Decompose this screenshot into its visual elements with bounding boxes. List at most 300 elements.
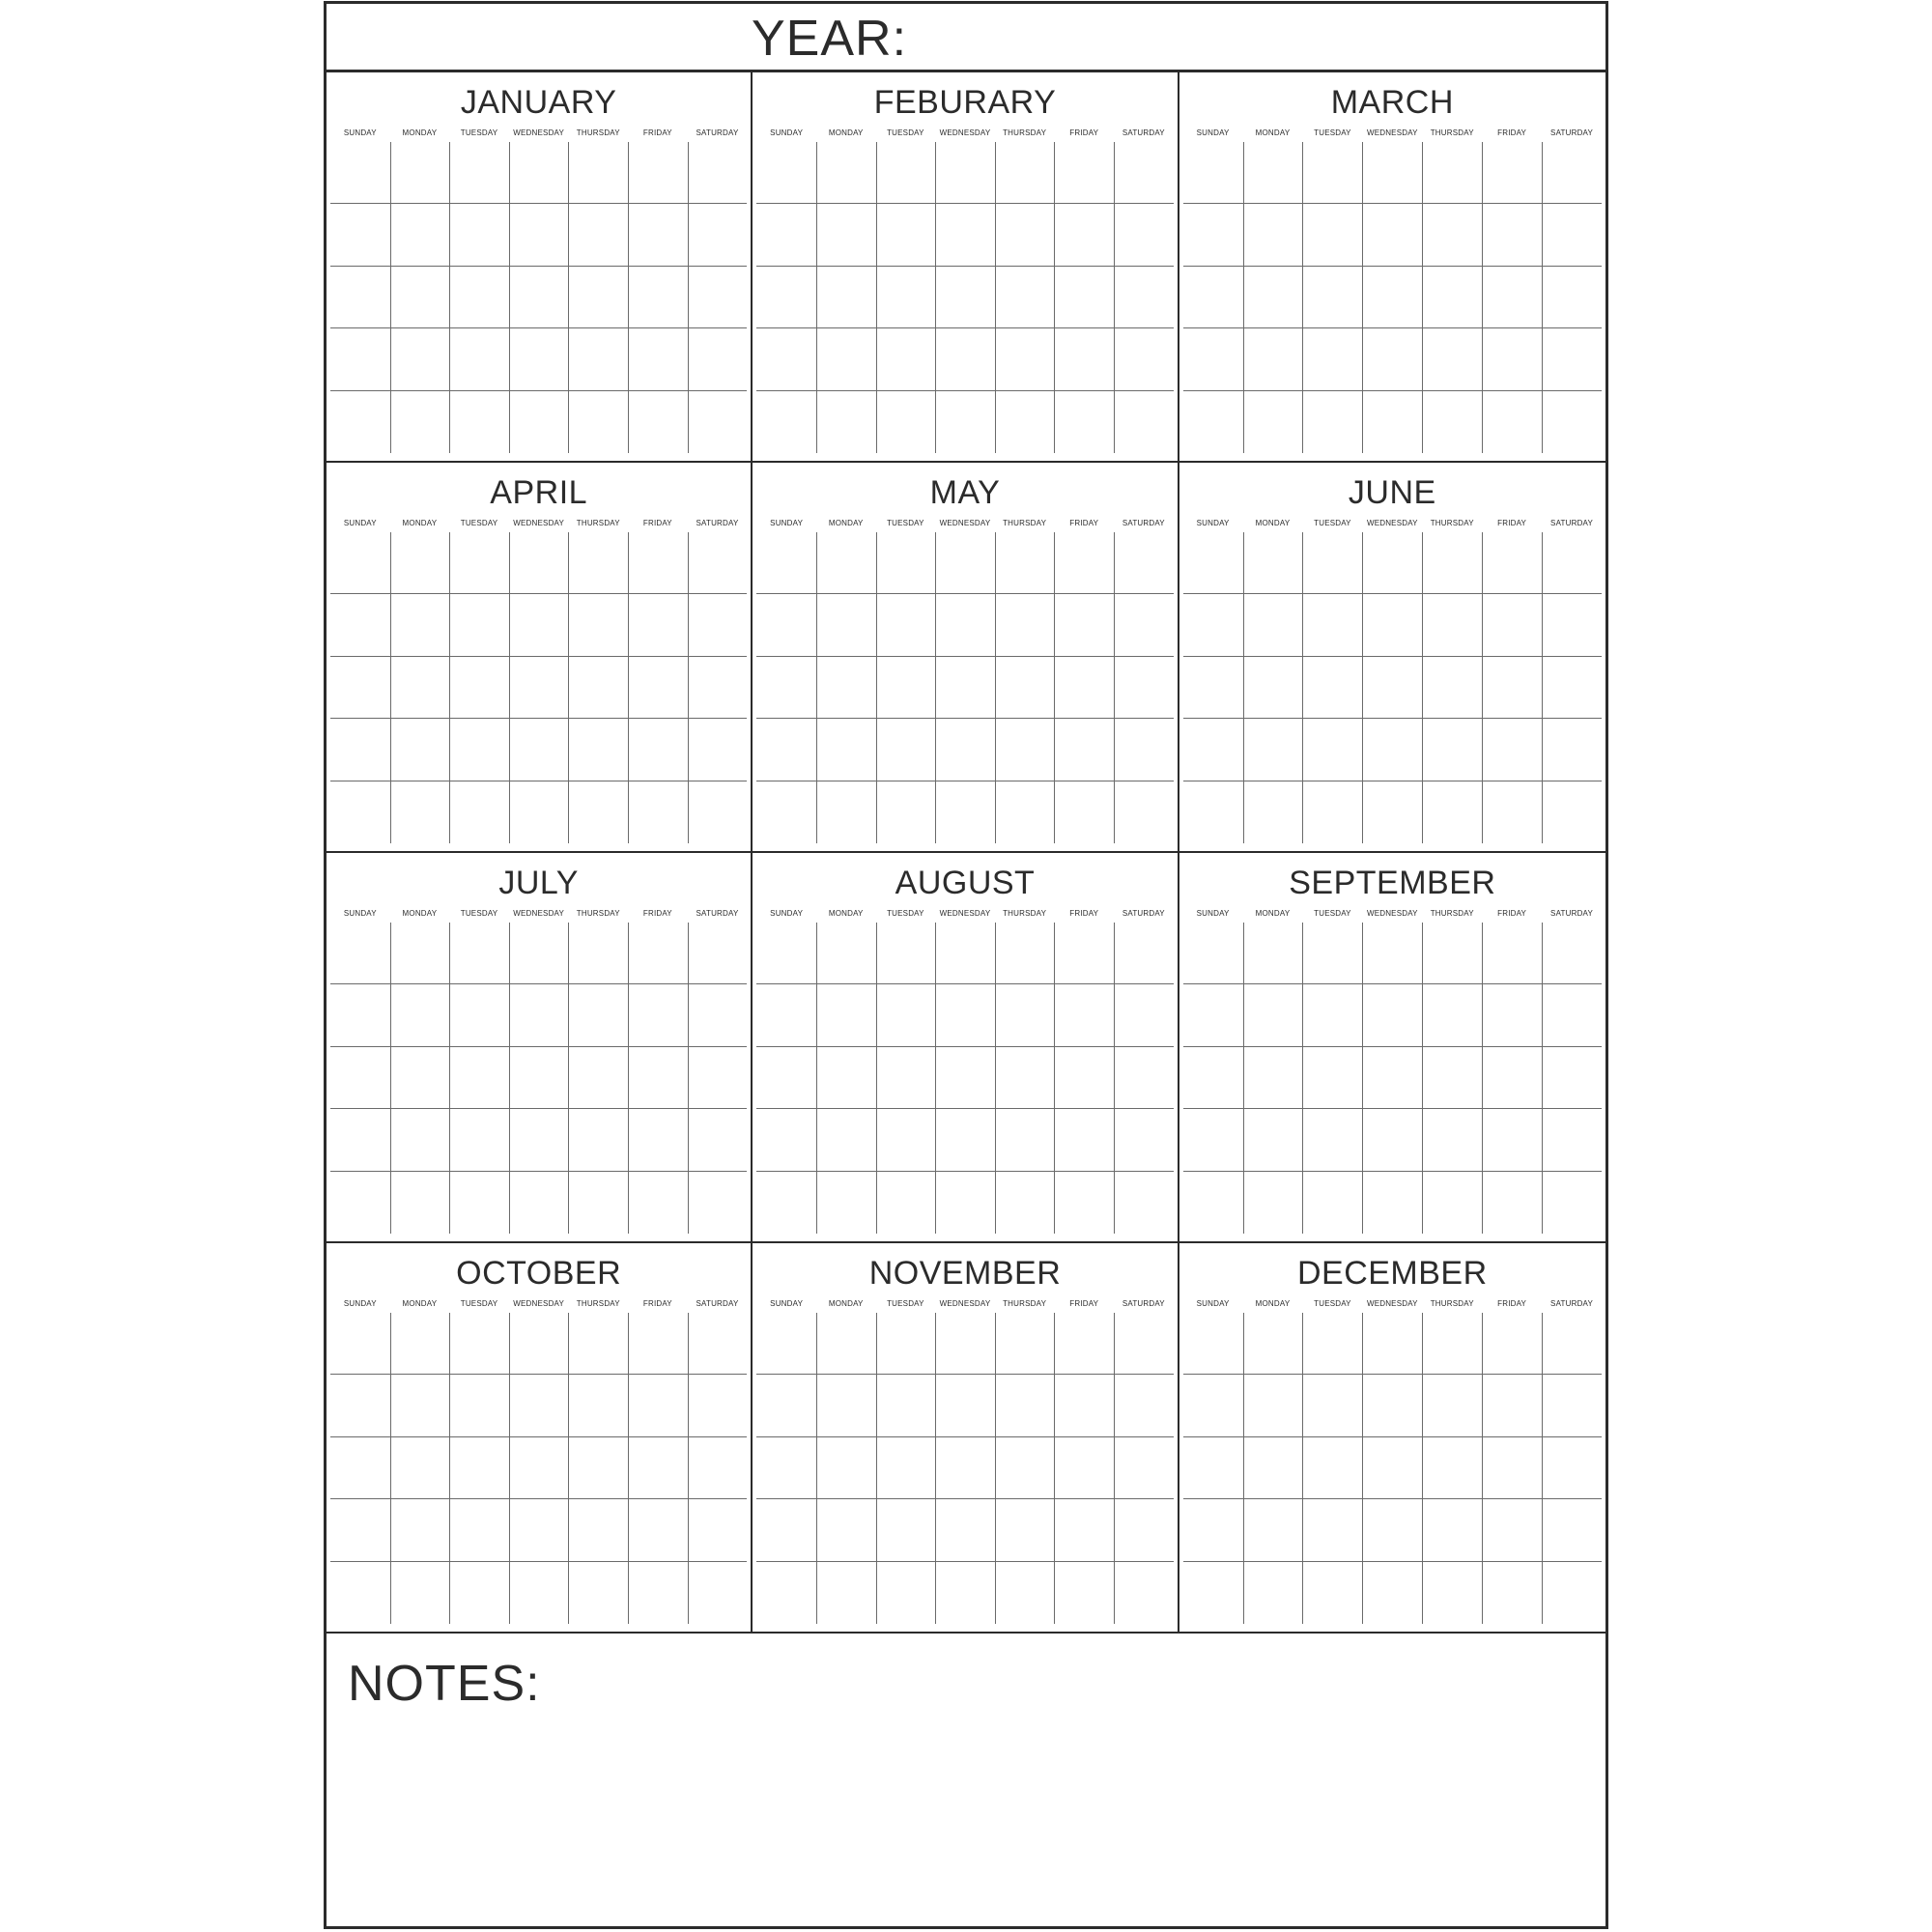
day-cell[interactable] [1302, 1047, 1362, 1109]
day-cell[interactable] [1243, 1172, 1303, 1234]
day-cell[interactable] [1362, 657, 1422, 719]
day-cell[interactable] [995, 328, 1055, 390]
day-cell[interactable] [688, 1172, 748, 1234]
day-cell[interactable] [628, 1109, 688, 1171]
day-cell[interactable] [1302, 1109, 1362, 1171]
day-cell[interactable] [995, 1313, 1055, 1375]
day-cell[interactable] [1362, 204, 1422, 266]
day-cell[interactable] [816, 1437, 876, 1499]
day-cell[interactable] [449, 657, 509, 719]
day-cell[interactable] [1362, 984, 1422, 1046]
day-cell[interactable] [935, 204, 995, 266]
day-cell[interactable] [1542, 142, 1602, 204]
day-cell[interactable] [1114, 1047, 1174, 1109]
day-cell[interactable] [688, 984, 748, 1046]
day-cell[interactable] [816, 391, 876, 453]
day-cell[interactable] [330, 1375, 390, 1436]
day-cell[interactable] [390, 781, 450, 843]
day-cell[interactable] [1114, 923, 1174, 984]
day-cell[interactable] [449, 204, 509, 266]
day-cell[interactable] [876, 1499, 936, 1561]
day-cell[interactable] [1183, 391, 1243, 453]
day-cell[interactable] [1482, 1109, 1542, 1171]
day-cell[interactable] [628, 984, 688, 1046]
day-cell[interactable] [688, 1313, 748, 1375]
day-cell[interactable] [935, 594, 995, 656]
day-cell[interactable] [1054, 1437, 1114, 1499]
day-cell[interactable] [509, 391, 569, 453]
day-cell[interactable] [995, 719, 1055, 781]
day-cell[interactable] [816, 984, 876, 1046]
day-cell[interactable] [1054, 1375, 1114, 1436]
day-cell[interactable] [1243, 1109, 1303, 1171]
day-cell[interactable] [1302, 391, 1362, 453]
day-cell[interactable] [330, 719, 390, 781]
day-cell[interactable] [1114, 1172, 1174, 1234]
day-cell[interactable] [1243, 328, 1303, 390]
day-cell[interactable] [628, 1499, 688, 1561]
day-cell[interactable] [509, 1172, 569, 1234]
day-cell[interactable] [1542, 532, 1602, 594]
day-cell[interactable] [1114, 1499, 1174, 1561]
day-cell[interactable] [688, 1047, 748, 1109]
day-cell[interactable] [1183, 532, 1243, 594]
day-cell[interactable] [756, 1109, 816, 1171]
day-cell[interactable] [816, 267, 876, 328]
day-cell[interactable] [628, 204, 688, 266]
day-cell[interactable] [568, 204, 628, 266]
day-cell[interactable] [449, 719, 509, 781]
day-cell[interactable] [1302, 328, 1362, 390]
day-cell[interactable] [568, 1109, 628, 1171]
day-cell[interactable] [390, 1375, 450, 1436]
day-cell[interactable] [1183, 1047, 1243, 1109]
day-cell[interactable] [688, 923, 748, 984]
day-cell[interactable] [1422, 1313, 1482, 1375]
day-cell[interactable] [568, 1499, 628, 1561]
day-cell[interactable] [1422, 142, 1482, 204]
day-cell[interactable] [1542, 1562, 1602, 1624]
day-cell[interactable] [1243, 781, 1303, 843]
day-cell[interactable] [330, 142, 390, 204]
day-cell[interactable] [1183, 1499, 1243, 1561]
day-cell[interactable] [1114, 781, 1174, 843]
day-cell[interactable] [390, 532, 450, 594]
day-cell[interactable] [935, 1437, 995, 1499]
day-cell[interactable] [449, 1375, 509, 1436]
day-cell[interactable] [1542, 328, 1602, 390]
day-cell[interactable] [1482, 781, 1542, 843]
day-cell[interactable] [816, 1499, 876, 1561]
day-cell[interactable] [1183, 1437, 1243, 1499]
day-cell[interactable] [330, 781, 390, 843]
day-cell[interactable] [390, 984, 450, 1046]
day-cell[interactable] [1054, 1047, 1114, 1109]
day-cell[interactable] [1243, 1313, 1303, 1375]
day-cell[interactable] [995, 142, 1055, 204]
day-cell[interactable] [876, 142, 936, 204]
day-cell[interactable] [1054, 1499, 1114, 1561]
day-cell[interactable] [330, 984, 390, 1046]
day-cell[interactable] [1114, 1437, 1174, 1499]
day-cell[interactable] [628, 532, 688, 594]
day-cell[interactable] [1054, 1172, 1114, 1234]
day-cell[interactable] [1362, 1499, 1422, 1561]
day-cell[interactable] [390, 391, 450, 453]
day-cell[interactable] [449, 391, 509, 453]
day-cell[interactable] [756, 1375, 816, 1436]
day-cell[interactable] [330, 923, 390, 984]
day-cell[interactable] [509, 984, 569, 1046]
day-cell[interactable] [1243, 1499, 1303, 1561]
day-cell[interactable] [509, 719, 569, 781]
day-cell[interactable] [1114, 532, 1174, 594]
day-cell[interactable] [568, 1437, 628, 1499]
day-cell[interactable] [688, 1562, 748, 1624]
day-cell[interactable] [390, 923, 450, 984]
day-cell[interactable] [1114, 984, 1174, 1046]
day-cell[interactable] [1482, 532, 1542, 594]
day-cell[interactable] [390, 267, 450, 328]
day-cell[interactable] [816, 923, 876, 984]
day-cell[interactable] [935, 142, 995, 204]
day-cell[interactable] [568, 142, 628, 204]
day-cell[interactable] [330, 1047, 390, 1109]
day-cell[interactable] [995, 532, 1055, 594]
day-cell[interactable] [1362, 1375, 1422, 1436]
day-cell[interactable] [1243, 532, 1303, 594]
day-cell[interactable] [1422, 1109, 1482, 1171]
day-cell[interactable] [449, 1047, 509, 1109]
day-cell[interactable] [1542, 1499, 1602, 1561]
day-cell[interactable] [390, 1172, 450, 1234]
day-cell[interactable] [1302, 657, 1362, 719]
day-cell[interactable] [1114, 1375, 1174, 1436]
day-cell[interactable] [935, 267, 995, 328]
day-cell[interactable] [876, 1109, 936, 1171]
day-cell[interactable] [1482, 719, 1542, 781]
day-cell[interactable] [1243, 923, 1303, 984]
day-cell[interactable] [995, 923, 1055, 984]
day-cell[interactable] [330, 1499, 390, 1561]
day-cell[interactable] [390, 328, 450, 390]
day-cell[interactable] [995, 594, 1055, 656]
day-cell[interactable] [756, 719, 816, 781]
day-cell[interactable] [876, 594, 936, 656]
day-cell[interactable] [1302, 781, 1362, 843]
day-cell[interactable] [449, 142, 509, 204]
day-cell[interactable] [449, 1562, 509, 1624]
day-cell[interactable] [935, 532, 995, 594]
day-cell[interactable] [1422, 923, 1482, 984]
day-cell[interactable] [1183, 267, 1243, 328]
day-cell[interactable] [1114, 1313, 1174, 1375]
day-cell[interactable] [935, 1313, 995, 1375]
day-cell[interactable] [1422, 657, 1482, 719]
day-cell[interactable] [876, 391, 936, 453]
day-cell[interactable] [935, 719, 995, 781]
day-cell[interactable] [1362, 328, 1422, 390]
day-cell[interactable] [935, 1047, 995, 1109]
day-cell[interactable] [628, 657, 688, 719]
day-cell[interactable] [1422, 204, 1482, 266]
day-cell[interactable] [568, 1562, 628, 1624]
day-cell[interactable] [1054, 1109, 1114, 1171]
day-cell[interactable] [1183, 657, 1243, 719]
day-cell[interactable] [1422, 328, 1482, 390]
day-cell[interactable] [1362, 719, 1422, 781]
day-cell[interactable] [995, 984, 1055, 1046]
day-cell[interactable] [568, 923, 628, 984]
day-cell[interactable] [1243, 391, 1303, 453]
day-cell[interactable] [876, 1562, 936, 1624]
day-cell[interactable] [1542, 1109, 1602, 1171]
day-cell[interactable] [628, 328, 688, 390]
day-cell[interactable] [628, 1313, 688, 1375]
day-cell[interactable] [688, 1109, 748, 1171]
day-cell[interactable] [876, 328, 936, 390]
day-cell[interactable] [628, 1375, 688, 1436]
day-cell[interactable] [1362, 923, 1422, 984]
day-cell[interactable] [1183, 204, 1243, 266]
day-cell[interactable] [509, 1437, 569, 1499]
day-cell[interactable] [449, 594, 509, 656]
day-cell[interactable] [390, 1047, 450, 1109]
day-cell[interactable] [1422, 267, 1482, 328]
day-cell[interactable] [688, 594, 748, 656]
day-cell[interactable] [1482, 1172, 1542, 1234]
day-cell[interactable] [935, 1499, 995, 1561]
day-cell[interactable] [756, 657, 816, 719]
day-cell[interactable] [935, 984, 995, 1046]
day-cell[interactable] [876, 1375, 936, 1436]
day-cell[interactable] [1054, 1313, 1114, 1375]
day-cell[interactable] [568, 781, 628, 843]
day-cell[interactable] [628, 391, 688, 453]
day-cell[interactable] [1482, 1313, 1542, 1375]
day-cell[interactable] [1302, 1313, 1362, 1375]
day-cell[interactable] [1542, 719, 1602, 781]
day-cell[interactable] [628, 923, 688, 984]
day-cell[interactable] [876, 1047, 936, 1109]
day-cell[interactable] [816, 594, 876, 656]
day-cell[interactable] [1114, 657, 1174, 719]
day-cell[interactable] [390, 594, 450, 656]
day-cell[interactable] [688, 781, 748, 843]
day-cell[interactable] [568, 1313, 628, 1375]
day-cell[interactable] [688, 657, 748, 719]
day-cell[interactable] [390, 142, 450, 204]
day-cell[interactable] [995, 391, 1055, 453]
day-cell[interactable] [688, 1499, 748, 1561]
day-cell[interactable] [1482, 594, 1542, 656]
day-cell[interactable] [628, 142, 688, 204]
day-cell[interactable] [756, 984, 816, 1046]
day-cell[interactable] [449, 1172, 509, 1234]
day-cell[interactable] [390, 657, 450, 719]
day-cell[interactable] [1243, 657, 1303, 719]
day-cell[interactable] [1542, 267, 1602, 328]
day-cell[interactable] [1114, 1562, 1174, 1624]
day-cell[interactable] [1243, 204, 1303, 266]
day-cell[interactable] [568, 328, 628, 390]
day-cell[interactable] [688, 391, 748, 453]
day-cell[interactable] [330, 328, 390, 390]
day-cell[interactable] [876, 781, 936, 843]
day-cell[interactable] [1243, 1562, 1303, 1624]
day-cell[interactable] [1422, 1375, 1482, 1436]
day-cell[interactable] [816, 532, 876, 594]
day-cell[interactable] [1422, 594, 1482, 656]
day-cell[interactable] [1422, 1562, 1482, 1624]
day-cell[interactable] [1183, 781, 1243, 843]
day-cell[interactable] [1482, 391, 1542, 453]
day-cell[interactable] [568, 1047, 628, 1109]
day-cell[interactable] [995, 1437, 1055, 1499]
day-cell[interactable] [509, 594, 569, 656]
day-cell[interactable] [688, 719, 748, 781]
day-cell[interactable] [688, 204, 748, 266]
day-cell[interactable] [876, 532, 936, 594]
day-cell[interactable] [509, 328, 569, 390]
day-cell[interactable] [688, 1375, 748, 1436]
day-cell[interactable] [1054, 142, 1114, 204]
day-cell[interactable] [995, 1499, 1055, 1561]
day-cell[interactable] [995, 781, 1055, 843]
day-cell[interactable] [756, 532, 816, 594]
day-cell[interactable] [1302, 594, 1362, 656]
day-cell[interactable] [628, 1562, 688, 1624]
day-cell[interactable] [330, 391, 390, 453]
day-cell[interactable] [816, 1172, 876, 1234]
day-cell[interactable] [756, 142, 816, 204]
day-cell[interactable] [1422, 1499, 1482, 1561]
day-cell[interactable] [1183, 1375, 1243, 1436]
day-cell[interactable] [688, 328, 748, 390]
day-cell[interactable] [816, 781, 876, 843]
day-cell[interactable] [1243, 984, 1303, 1046]
day-cell[interactable] [935, 923, 995, 984]
day-cell[interactable] [1302, 142, 1362, 204]
day-cell[interactable] [1054, 781, 1114, 843]
day-cell[interactable] [688, 532, 748, 594]
day-cell[interactable] [756, 267, 816, 328]
day-cell[interactable] [1243, 594, 1303, 656]
day-cell[interactable] [1302, 532, 1362, 594]
day-cell[interactable] [1183, 1562, 1243, 1624]
day-cell[interactable] [1362, 391, 1422, 453]
day-cell[interactable] [568, 657, 628, 719]
day-cell[interactable] [816, 657, 876, 719]
day-cell[interactable] [330, 1562, 390, 1624]
day-cell[interactable] [1302, 1499, 1362, 1561]
day-cell[interactable] [1302, 1437, 1362, 1499]
day-cell[interactable] [1054, 532, 1114, 594]
day-cell[interactable] [509, 532, 569, 594]
day-cell[interactable] [1243, 1437, 1303, 1499]
day-cell[interactable] [1422, 984, 1482, 1046]
day-cell[interactable] [390, 719, 450, 781]
day-cell[interactable] [1482, 923, 1542, 984]
day-cell[interactable] [1114, 142, 1174, 204]
day-cell[interactable] [330, 532, 390, 594]
day-cell[interactable] [1114, 391, 1174, 453]
day-cell[interactable] [509, 204, 569, 266]
day-cell[interactable] [1482, 328, 1542, 390]
day-cell[interactable] [330, 1313, 390, 1375]
day-cell[interactable] [628, 594, 688, 656]
day-cell[interactable] [509, 1109, 569, 1171]
day-cell[interactable] [628, 1172, 688, 1234]
day-cell[interactable] [509, 1313, 569, 1375]
day-cell[interactable] [1362, 1172, 1422, 1234]
day-cell[interactable] [509, 1375, 569, 1436]
day-cell[interactable] [568, 267, 628, 328]
day-cell[interactable] [756, 781, 816, 843]
day-cell[interactable] [756, 1437, 816, 1499]
day-cell[interactable] [816, 1562, 876, 1624]
day-cell[interactable] [935, 1562, 995, 1624]
day-cell[interactable] [568, 719, 628, 781]
day-cell[interactable] [449, 1499, 509, 1561]
day-cell[interactable] [876, 267, 936, 328]
day-cell[interactable] [1114, 594, 1174, 656]
day-cell[interactable] [1054, 1562, 1114, 1624]
day-cell[interactable] [1482, 1562, 1542, 1624]
day-cell[interactable] [1054, 267, 1114, 328]
day-cell[interactable] [509, 1047, 569, 1109]
day-cell[interactable] [1542, 923, 1602, 984]
day-cell[interactable] [1183, 594, 1243, 656]
day-cell[interactable] [756, 1562, 816, 1624]
day-cell[interactable] [1422, 781, 1482, 843]
day-cell[interactable] [1114, 204, 1174, 266]
day-cell[interactable] [688, 267, 748, 328]
day-cell[interactable] [1302, 923, 1362, 984]
day-cell[interactable] [1482, 142, 1542, 204]
day-cell[interactable] [1362, 532, 1422, 594]
day-cell[interactable] [1302, 1375, 1362, 1436]
day-cell[interactable] [1362, 1047, 1422, 1109]
day-cell[interactable] [995, 1172, 1055, 1234]
day-cell[interactable] [935, 781, 995, 843]
day-cell[interactable] [1114, 328, 1174, 390]
day-cell[interactable] [995, 657, 1055, 719]
day-cell[interactable] [390, 1313, 450, 1375]
day-cell[interactable] [876, 204, 936, 266]
day-cell[interactable] [509, 267, 569, 328]
day-cell[interactable] [1362, 1437, 1422, 1499]
day-cell[interactable] [1183, 1313, 1243, 1375]
day-cell[interactable] [935, 391, 995, 453]
day-cell[interactable] [1054, 719, 1114, 781]
day-cell[interactable] [628, 1047, 688, 1109]
day-cell[interactable] [816, 142, 876, 204]
day-cell[interactable] [449, 1109, 509, 1171]
day-cell[interactable] [935, 1172, 995, 1234]
day-cell[interactable] [1482, 1375, 1542, 1436]
day-cell[interactable] [1302, 984, 1362, 1046]
day-cell[interactable] [876, 1313, 936, 1375]
day-cell[interactable] [1362, 267, 1422, 328]
day-cell[interactable] [1482, 267, 1542, 328]
day-cell[interactable] [1054, 328, 1114, 390]
day-cell[interactable] [756, 923, 816, 984]
day-cell[interactable] [449, 532, 509, 594]
day-cell[interactable] [568, 391, 628, 453]
day-cell[interactable] [995, 1047, 1055, 1109]
day-cell[interactable] [1362, 1562, 1422, 1624]
